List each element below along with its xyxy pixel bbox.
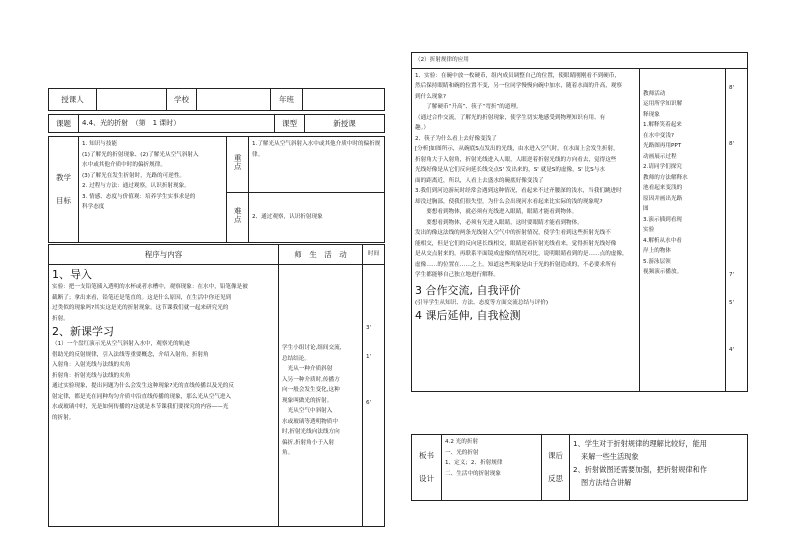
activity-content: [279, 265, 363, 527]
reflection-label: [542, 435, 570, 501]
right-page: [397, 0, 794, 560]
lesson-line: （1）一个盘红演示光从空气斜射入水中，观察光的轨迹: [52, 341, 190, 347]
lesson-line: 通过实验现象，提出问题为什么会发生这种现象?光的直线传播以及光的反: [52, 383, 234, 389]
reflection-label-line1: 课后: [548, 451, 563, 461]
lesson-line: 的折射。: [52, 414, 75, 421]
board-design-content: [442, 435, 542, 501]
side-activity-content: [640, 68, 726, 391]
side-activity-line: 光路图再用PPT: [643, 143, 682, 149]
lesson-line: 水或玻璃中时，光是如何传播的?这就是本节课我们要探究的内容——光: [52, 404, 229, 410]
side-activity-line: 池看起来变浅的: [643, 185, 683, 191]
side-activity-line: 运用所学知识解: [643, 101, 683, 107]
time-mark: 4': [729, 346, 735, 353]
procedure-column-header: 程序与内容: [49, 245, 279, 265]
time-mark: 8': [729, 84, 735, 91]
lesson-line: 借助光的反射规律，引入法线等重要概念，介绍入射角，折射角: [52, 351, 209, 358]
activity-column-header: 师 生 活 动: [279, 245, 363, 265]
application-section-title: （2）折射规律的应用: [412, 53, 748, 69]
reflection-content: [570, 435, 748, 501]
side-activity-line: 图: [643, 206, 649, 212]
application-line: [分析]如图所示，从碗底S点发出的光线，由水进入空气时，在水面上会发生折射，: [415, 146, 619, 152]
board-label-line2: 设计: [419, 474, 434, 484]
application-table: [411, 52, 748, 392]
goals-label-line2: 目标: [56, 196, 71, 206]
board-line: 4.2 光的折射: [445, 439, 479, 445]
activity-line: 光从一种介质斜射: [282, 366, 333, 372]
application-line: （通过合作交流，了解光的折射现象，使学生切实地感受到物理知识有用、有: [415, 114, 606, 121]
time-mark: 3': [366, 325, 372, 331]
application-line: 到什么现象?: [415, 93, 446, 100]
application-line: 发出的像这法线的两条光线射入空气中的折射情况，使学生看到这些折射光线不: [415, 230, 611, 236]
intro-line: 过类似的现象吗?其实这是光的折射现象。这节课我们就一起来研究光的: [52, 305, 229, 311]
school-value: [197, 89, 271, 111]
section-extension-title: 4 课后延伸, 自我检测: [415, 309, 521, 322]
time-mark: 5': [729, 300, 735, 306]
school-label: 学校: [167, 89, 197, 111]
header-table: [48, 88, 385, 111]
application-line: 3.我们到河边游玩时经常会遇到这种情况，看起来不过齐腰深的浅水，当我们跳进时: [415, 188, 622, 194]
time-mark: 7': [729, 271, 735, 278]
reflection-line: 1、学生对于折射规律的理解比较好，能用: [573, 439, 707, 448]
side-activity-line: 4.解析从水中看: [643, 237, 682, 244]
side-activity-line: 岸上的物体: [643, 248, 671, 254]
intro-line: 截断了；拿出来看，铅笔还是笔直的。这是什么原因，在生活中你还见到: [52, 294, 232, 301]
reflection-line: 2、折射做图还需要加强，把折射规律和作: [573, 465, 707, 474]
application-line: 要想看到物体，就必须有光线进入眼睛，眼睛才能看到物体。: [415, 209, 578, 215]
activity-line: 学生小组讨论,组间交流,: [282, 345, 342, 351]
application-line: 能相交，但是它们的反向延长线相交，眼睛逆着折射光线看来，觉得折射光线好像: [415, 240, 617, 247]
application-line: 趣。）: [415, 125, 429, 131]
lesson-line: 入射角：入射光线与法线的夹角: [52, 362, 131, 368]
side-activity-line: 视频演示播放。: [643, 269, 683, 275]
key-point-label: 重点: [227, 137, 249, 193]
goals-table: [48, 136, 385, 243]
application-line: 1、实验：在碗中放一枚硬币，组内成员调整自己的位置，使眼睛刚刚看不到硬币，: [415, 72, 620, 79]
application-line: 却没过胸部，使我们很失望，为什么会出现河水看起来比实际的浅的现象呢?: [415, 198, 603, 205]
activity-line: 向一般会发生变化,这种: [282, 387, 340, 393]
board-table: [411, 434, 748, 501]
goal-item: (1)了解光的折射现象、(2)了解光从空气斜射入: [82, 151, 199, 158]
reflection-label-line2: 反思: [548, 474, 563, 484]
topic-table: [48, 114, 385, 133]
lesson-type-label: 课型: [275, 115, 305, 133]
application-line: 折射角大于入射角，折射光线进入人眼，人眼逆着折射光线的方向看去，觉得这些: [415, 156, 617, 163]
time-mark: 8': [729, 141, 735, 147]
goals-label-line1: 教学: [56, 173, 71, 183]
key-point-value: 1.了解光从空气斜射入水中或其他介质中时的偏折规律。: [249, 137, 385, 193]
side-activity-line: 实验: [643, 227, 655, 233]
lesson-type-value: 新授课: [305, 115, 385, 133]
grade-value: [303, 89, 385, 111]
application-line: 2、筷子为什么看上去好像变浅了: [415, 135, 497, 142]
side-activity-line: 动画展示过程: [643, 153, 677, 160]
lesson-line: 折射角：折射光线与法线的夹角: [52, 372, 131, 379]
goals-content: [79, 137, 227, 243]
board-line: 一、光的折射: [445, 449, 479, 456]
intro-line: 折射。: [52, 315, 69, 322]
side-activity-line: 3.演示插到看现: [643, 216, 682, 223]
application-line: 学生都能够自己独立地进行解释。: [415, 272, 499, 278]
difficulty-value: 2、通过观察，认识折射现象: [249, 193, 385, 243]
time-mark: 6': [366, 400, 372, 406]
side-time-content: [726, 68, 748, 391]
board-design-label: [412, 435, 442, 501]
application-line: 要想看到物体，必须有光进入眼睛，这时要眼睛才能看到物体。: [415, 219, 583, 226]
section-intro-title: 1、导入: [52, 268, 92, 281]
application-line: 是从交点射来的。再联系平面镜成虚像的情况对比，说明眼睛看到的是……点的虚像，: [415, 251, 628, 257]
application-content: [412, 68, 640, 391]
side-activity-line: 1.解释笑着起来: [643, 122, 682, 128]
application-line: 了解硬币“升高”、筷子“弯折”的道理。: [415, 104, 522, 110]
application-line: 光线好像是从它们反向延长线交点S' 发出来的，S' 就是S的虚像，S' 比S与水: [415, 167, 605, 173]
application-line: 然后保持眼睛和碗的位置不变，另一位同学慢慢向碗中加水，随着水面的升高，观察: [415, 83, 622, 89]
difficulty-label: 难点: [227, 193, 249, 243]
side-activity-line: 释现象: [643, 111, 660, 118]
application-line: 面的距离近，所以，人看上去盛水的碗底好像变浅了: [415, 177, 544, 184]
activity-line: 水或玻璃等透明物质中: [282, 418, 338, 425]
reflection-line: 图方法结合讲解: [581, 478, 632, 487]
board-line: 1、定义；2、折射规律: [445, 460, 503, 466]
topic-value: 4.4、光的折射 （第 1 课时）: [79, 115, 275, 133]
goal-item: (3)了解光在发生折射时，光路的可逆性。: [82, 172, 186, 179]
goal-item: 水中或其他介质中时的偏折规律。: [82, 162, 166, 168]
grade-label: 年班: [271, 89, 303, 111]
board-line: 二、生活中的折射现象: [445, 470, 501, 477]
teacher-value: [97, 89, 167, 111]
time-column-header: 时间: [363, 245, 385, 265]
application-line: 虚像……的位置在……之上。知道这些现象是由于光的折射造成的，不必要求所有: [415, 261, 617, 268]
time-content: [363, 265, 385, 527]
section-new-lesson-title: 2、新课学习: [52, 325, 114, 338]
side-activity-line: 教师活动: [643, 90, 666, 97]
procedure-content: [49, 265, 279, 527]
board-label-line1: 板书: [419, 451, 434, 461]
activity-line: 偏折,折射角小于入射: [282, 439, 335, 446]
activity-line: 总结结论。: [282, 355, 310, 362]
cooperation-line: (引导学生从知识、方法、态度等方面交流总结与评价): [415, 299, 549, 306]
reflection-line: 来解一些生活现象: [581, 452, 639, 461]
activity-line: 时,折射光线向法线方向: [282, 429, 340, 435]
side-activity-line: 教师的方法解释水: [643, 174, 688, 181]
time-mark: 1': [366, 353, 372, 360]
goal-item: 3. 情感、态度与价值观：培养学生实事求是的: [82, 193, 196, 200]
intro-line: 实验：把一支铅笔插入透明的水杯或者水槽中，观察现象：在水中，铅笔像是被: [52, 284, 248, 290]
goal-item: 2. 过程与方法：通过观察，认识折射现象。: [82, 183, 190, 189]
activity-line: 光从空气中斜射入: [282, 408, 333, 414]
goal-item: 1. 知识与技能: [82, 141, 118, 147]
side-activity-line: 在水中变浅?: [643, 132, 674, 139]
lesson-line: 射定律，都是光在同种均匀介质中沿直线传播的现象，那么光从空气进入: [52, 393, 232, 400]
side-activity-line: 原因并画出光路: [643, 195, 683, 202]
teacher-label: 授课人: [49, 89, 97, 111]
activity-line: 入另一种介质时,传播方: [282, 376, 340, 383]
procedure-table: [48, 244, 385, 527]
goal-item: 科学态度: [82, 204, 105, 210]
topic-label: 课题: [49, 115, 79, 133]
side-activity-line: 2.请同学们探究: [643, 164, 682, 170]
side-activity-line: 5.游泳层领: [643, 258, 671, 265]
goals-label: [49, 137, 79, 243]
activity-line: 现象叫做光的折射。: [282, 397, 333, 404]
section-cooperation-title: 3 合作交流, 自我评价: [415, 283, 521, 297]
activity-line: 角。: [282, 450, 294, 456]
